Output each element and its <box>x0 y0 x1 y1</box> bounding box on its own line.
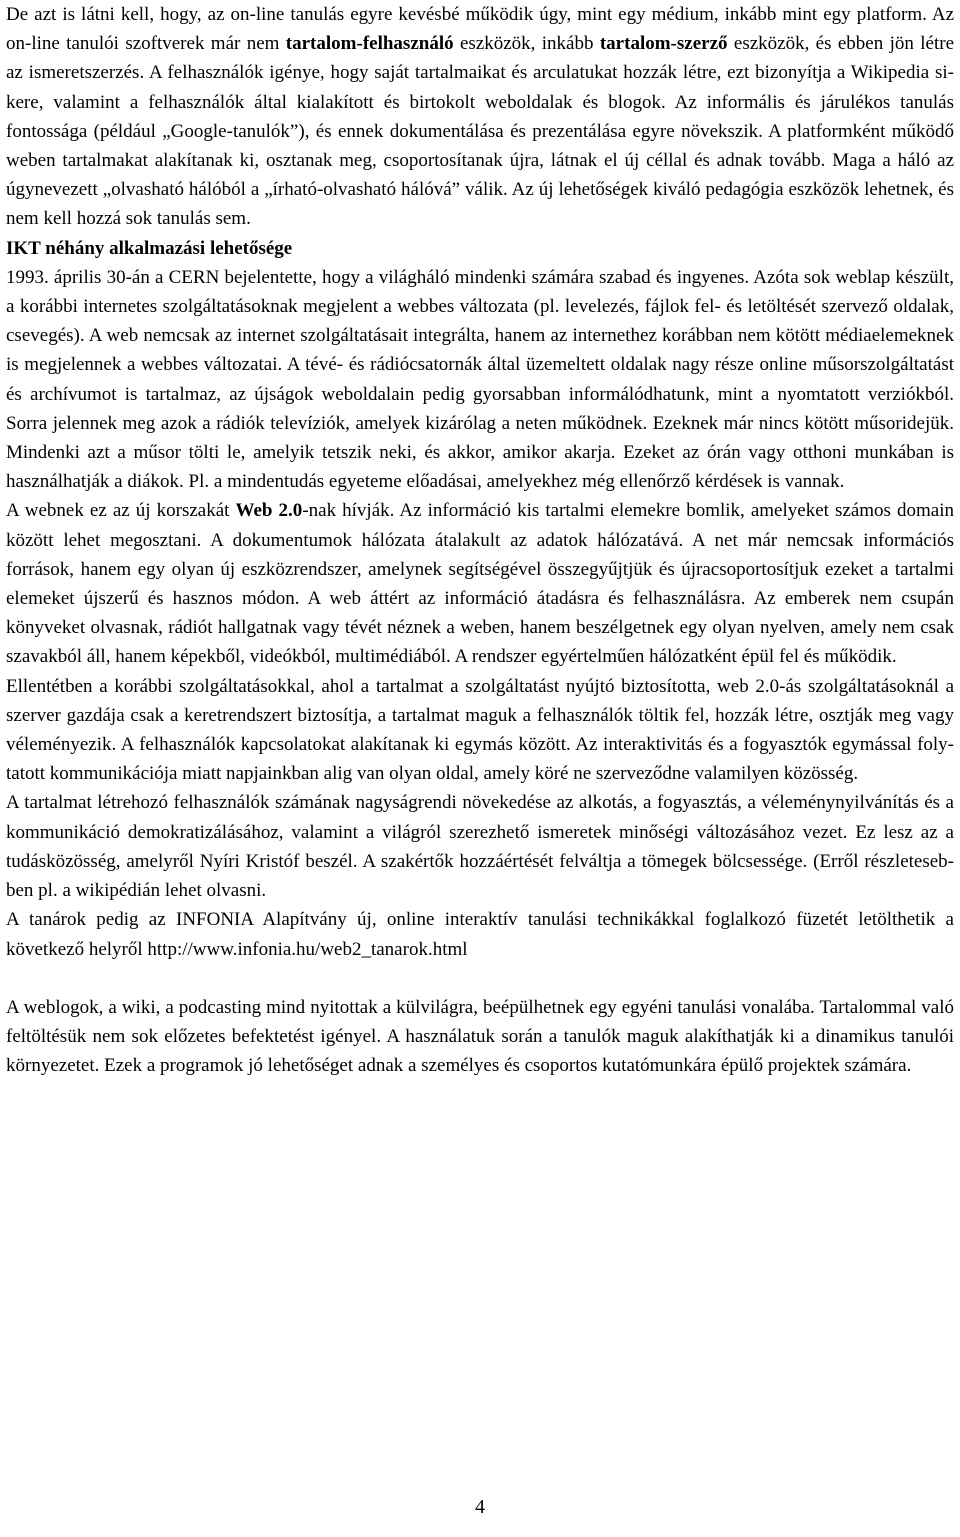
text-run: -nak hívják. Az információ kis tartalmi elemekre bomlik, amelyeket számos domain között lehet megosztani. A dokumentumok hálózata átalakult az adatok hálózatává. A net már nemcsak információs források, hanem egy olyan új eszközrendszer, amelynek segítségével összegyűjtjük és újracsoportosítjuk ezeket a tartalmi elemeket újszerű és hasznos módon. A web áttért az információ átadásra és felhasználásra. Az emberek nem csupán könyveket olvasnak, rádiót hallgatnak vagy tévét néznek a weben, hanem beszélgetnek egy olyan nyelven, amely nem csak szavakból áll, hanem képekből, videókból, multimédiából. A rendszer egyértelműen hálózatként épül fel és működik. <box>6 500 954 668</box>
bold-term-content-author: tartalom-szerző <box>599 33 728 55</box>
section-heading: IKT néhány alkalmazási lehetősége <box>6 237 293 259</box>
blank-line <box>6 964 954 993</box>
bold-term-content-consumer: tartalom-felhasználó <box>285 33 454 55</box>
paragraph-infonia: A tanárok pedig az INFONIA Alapítvány új, online interaktív tanulási technikákkal foglalkozó füzetét letölthetik a következő helyről http://www.infonia.hu/web2_tanarok.html <box>6 909 954 960</box>
paragraph-cern-web: 1993. április 30-án a CERN bejelentette, hogy a világháló mindenki számára szabad és ingyenes. Azóta sok weblap készült, a korábbi internetes szolgáltatásoknak megjelent a webbes változata (pl. levelezés, fájlok fel- és letöltését szervező oldalak, csevegés). A web nemcsak az internet szolgáltatásait integrálta, hanem az internethez korábban nem kötött médiaelemeknek is megjelennek a webbes változatai. A tévé- és rádiócsatornák által üzemeltett oldalak nagy része online műsorszolgáltatást és archívumot is tartalmaz, az újságok weboldalain pedig gyorsabban informálódhatunk, mint a nyomtatott verziókból. Sorra jelennek meg azok a rádiók televíziók, amelyek kizárólag a neten működnek. Ezeknek már nincs kötött műsoridejük. Mindenki azt a műsor tölti le, amelyik tetszik neki, és akkor, amikor akarja. Ezeket az órán vagy otthoni munkában is használhatják a diákok. Pl. a mindentudás egyeteme előadásai, amelyekhez még ellenőrző kérdések is vannak. <box>6 266 954 493</box>
page-number: 4 <box>475 1496 485 1518</box>
document-page <box>6 0 954 1081</box>
text-run: eszközök, inkább <box>453 33 600 55</box>
paragraph-online-learning <box>6 0 954 234</box>
text-run: eszközök, és ebben jön létre az ismeretszerzés. A felhasználók igénye, hogy saját tartalmaikat és arculatukat hozzák létre, ezt bizonyítja a Wikipedia sikere, valamint a felhasználók által kialakított és birtokolt weboldalak és blogok. Az informális és járulékos tanulás fontossága (például „Google-tanulók”), és ennek dokumentálása és prezentálása egyre növekszik. A platformként működő weben tartalmakat alakítanak ki, osztanak meg, csoportosítanak újra, látnak el új céllal és adnak tovább. Maga a háló az úgynevezett „olvasható hálóból a „írható-olvasható hálóvá” válik. Az új lehetőségek kiváló pedagógia eszközök lehetnek, és nem kell hozzá sok tanulás sem. <box>6 33 955 230</box>
paragraph-services-contrast: Ellentétben a korábbi szolgáltatásokkal, ahol a tartalmat a szolgáltatást nyújtó biztosította, web 2.0-ás szolgáltatásoknál a szerver gazdája csak a keretrendszert biztosítja, a tartalmat maguk a felhasználók töltik fel, hozzák létre, osztják meg vagy véleményezik. A felhasználók kapcsolatokat alakítanak ki egymás között. Az interaktivitás és a fogyasztók egymással folytatott kommunikációja miatt napjainkban alig van olyan oldal, amely köré ne szerveződne valamilyen közösség. <box>6 675 954 785</box>
bold-term-web-2-0: Web 2.0 <box>235 500 303 522</box>
paragraph-web-2-0 <box>6 496 954 671</box>
paragraph-knowledge-community: A tartalmat létrehozó felhasználók számának nagyságrendi növekedése az alkotás, a fogyasztás, a véleménynyilvánítás és a kommunikáció demokratizálásához, valamint a világról szerezhető ismeretek minőségi változásához vezet. Ez lesz az a tudásközösség, amelyről Nyíri Kristóf beszél. A szakértők hozzáértését felváltja a tömegek bölcsessége. (Erről részletesebben pl. a wikipédián lehet olvasni. <box>6 792 954 902</box>
text-run: De azt is látni kell, hogy, az on-line tanulás egyre kevésbé működik úgy, mint egy médium, inkább mint egy platform. Az on-line tanulói szoftverek már nem <box>6 4 954 55</box>
paragraph-weblogs: A weblogok, a wiki, a podcasting mind nyitottak a külvilágra, beépülhetnek egy egyéni tanulási vonalába. Tartalommal való feltöltésük nem sok előzetes befektetést igényel. A használatuk során a tanulók maguk alakíthatják ki a dinamikus tanulói környezetet. Ezek a programok jó lehetőséget adnak a személyes és csoportos kutatómunkára épülő projektek számára. <box>6 996 954 1077</box>
text-run: A webnek ez az új korszakát <box>6 500 236 522</box>
